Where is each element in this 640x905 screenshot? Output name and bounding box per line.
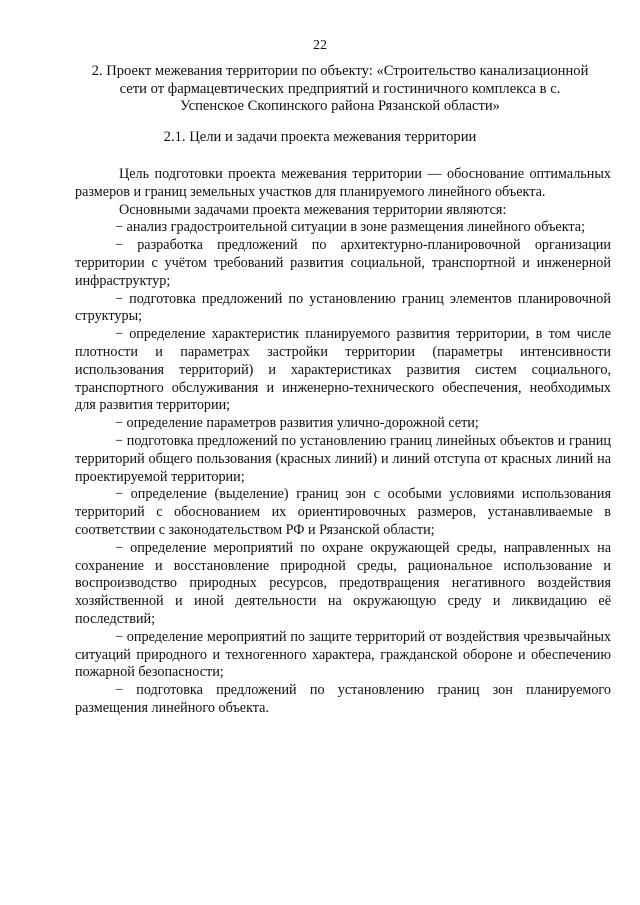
body-text bbox=[75, 166, 611, 718]
intro-paragraph: Цель подготовки проекта межевания территории — обоснование оптимальных размеров и границ земельных участков для планируемого линейного объекта. bbox=[75, 166, 611, 200]
section-title: 2. Проект межевания территории по объекту: «Строительство канализационной сети от фармацевтических предприятий и гостиничного комплекса в с. Успенское Скопинского района Рязанской области» bbox=[91, 63, 589, 114]
page-number: 22 bbox=[313, 38, 327, 53]
task-item-planning-structure-boundaries: − подготовка предложений по установлению границ элементов планировочной структуры; bbox=[75, 290, 611, 325]
task-item-development-characteristics: − определение характеристик планируемого развития территории, в том числе плотности и параметрах застройки территории (параметры интенсивности использования территорий) и характеристиках развития систем социального, транспортного обслуживания и инженерно-технического обеспечения, необходимых для развития территории; bbox=[75, 326, 611, 414]
task-item-analysis: − анализ градостроительной ситуации в зоне размещения линейного объекта; bbox=[115, 219, 586, 236]
task-item-placement-zones: − подготовка предложений по установлению границ зон планируемого размещения линейного объекта. bbox=[75, 682, 611, 716]
task-item-special-zones: − определение (выделение) границ зон с особыми условиями использования территорий с обоснованием их ориентировочных размеров, устанавливаемые в соответствии с законодательством РФ и Рязанской области; bbox=[75, 486, 611, 538]
tasks-heading: Основными задачами проекта межевания территории являются: bbox=[119, 201, 507, 218]
task-item-road-network: − определение параметров развития улично-дорожной сети; bbox=[115, 415, 479, 432]
task-item-architectural-proposals: − разработка предложений по архитектурно-планировочной организации территории с учётом требований развития социальной, транспортной и инженерной инфраструктур; bbox=[75, 237, 611, 289]
task-item-environment-protection: − определение мероприятий по охране окружающей среды, направленных на сохранение и восстановление природной среды, рациональное использование и воспроизводство природных ресурсов, предотвращения негативного воздействия хозяйственной и иной деятельности на окружающую среду и ликвидацию её последствий; bbox=[75, 539, 611, 627]
subsection-title: 2.1. Цели и задачи проекта межевания территории bbox=[163, 129, 477, 145]
task-item-red-lines: − подготовка предложений по установлению границ линейных объектов и границ территорий общего пользования (красных линий) и линий отступа от красных линий на проектируемой территории; bbox=[75, 432, 611, 485]
task-item-emergency-protection: − определение мероприятий по защите территорий от воздействия чрезвычайных ситуаций природного и техногенного характера, гражданской обороне и обеспечению пожарной безопасности; bbox=[75, 628, 611, 681]
